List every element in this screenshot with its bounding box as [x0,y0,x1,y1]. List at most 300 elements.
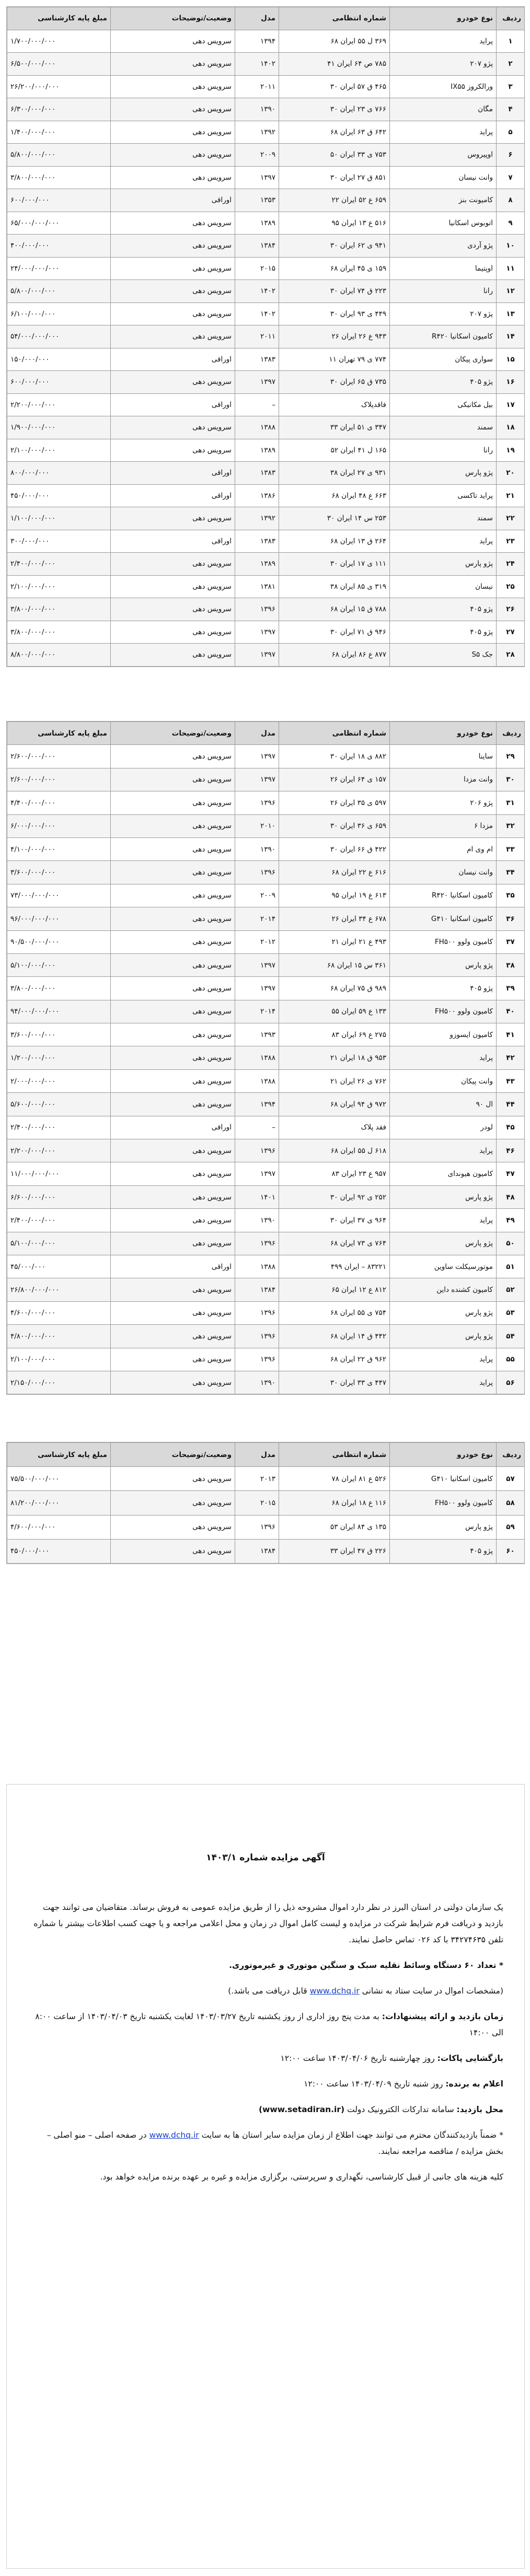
plate-number: ۹۸۹ ق ۷۵ ایران ۶۸ [279,977,390,1000]
header-idx: ردیف [497,7,525,30]
vehicle-type: کامیون کشنده داین [390,1278,497,1301]
vehicle-type: کامیون ولوو FH۵۰۰ [390,1491,497,1515]
model-year: – [235,1116,279,1139]
model-year: ۱۳۹۶ [235,1325,279,1348]
model-year: ۲۰۱۳ [235,1467,279,1491]
header-price: مبلغ پایه کارشناسی [7,7,111,30]
row-index: ۳ [497,75,525,98]
row-index: ۴۹ [497,1209,525,1232]
open-text: روز چهارشنبه تاریخ ۱۴۰۳/۰۴/۰۶ ساعت ۱۲:۰۰ [280,2054,435,2063]
model-year: ۲۰۱۵ [235,257,279,280]
base-price: ۴/۶۰۰/۰۰۰/۰۰۰ [7,1301,111,1324]
status-text: سرویس دهی [111,1139,235,1162]
status-text: سرویس دهی [111,1023,235,1046]
table-row [7,1093,525,1116]
table-row [7,837,525,860]
vehicle-type: وانت پیکان [390,1069,497,1092]
base-price: ۶/۰۰۰/۰۰۰/۰۰۰ [7,814,111,837]
base-price: ۸/۸۰۰/۰۰۰/۰۰۰ [7,644,111,667]
header-status: وضعیت/توضیحات [111,722,235,745]
model-year: ۲۰۱۱ [235,75,279,98]
base-price: ۱۵۰/۰۰۰/۰۰۰ [7,348,111,371]
row-index: ۳۳ [497,837,525,860]
base-price: ۵/۱۰۰/۰۰۰/۰۰۰ [7,953,111,976]
plate-number: ۹۶۴ ی ۳۷ ایران ۳۰ [279,1209,390,1232]
vehicle-type: پژو پارس [390,1232,497,1255]
vehicle-type: لودر [390,1116,497,1139]
table-row [7,1185,525,1208]
model-year: ۱۳۸۳ [235,348,279,371]
row-index: ۲۲ [497,507,525,530]
table-row [7,257,525,280]
plate-number: ۷۸۸ ق ۱۵ ایران ۶۸ [279,598,390,621]
plate-number: ۶۵۹ ی ۳۶ ایران ۳۰ [279,814,390,837]
dchq-link-2[interactable]: www.dchq.ir [149,2130,199,2140]
plate-number: ۹۵۳ ق ۱۸ ایران ۲۱ [279,1046,390,1069]
model-year: ۲۰۱۲ [235,930,279,953]
plate-number: ۷۸۵ ص ۶۴ ایران ۴۱ [279,53,390,76]
plate-number: ۱۵۹ ی ۴۵ ایران ۶۸ [279,257,390,280]
plate-number: ۳۴۷ ی ۵۱ ایران ۳۳ [279,416,390,439]
row-index: ۵۲ [497,1278,525,1301]
status-text: سرویس دهی [111,598,235,621]
notice-winner-line [28,2076,503,2092]
model-year: ۲۰۰۹ [235,884,279,907]
row-index: ۳۶ [497,907,525,930]
status-text: سرویس دهی [111,1278,235,1301]
table-row [7,1069,525,1092]
place-text: سامانه تدارکات الکترونیک دولت [347,2105,454,2114]
plate-number: ۹۵۷ ع ۲۳ ایران ۸۳ [279,1162,390,1185]
base-price: ۲۶/۲۰۰/۰۰۰/۰۰۰ [7,75,111,98]
model-year: ۱۳۹۷ [235,745,279,768]
vehicle-type: کامیون اسکانیا R۴۲۰ [390,884,497,907]
base-price: ۳/۸۰۰/۰۰۰/۰۰۰ [7,598,111,621]
status-text: اوراقی [111,348,235,371]
plate-number: ۶۱۳ ع ۱۹ ایران ۹۵ [279,884,390,907]
table-row [7,575,525,598]
row-index: ۱۶ [497,371,525,394]
model-year: ۱۳۸۳ [235,530,279,553]
table-row [7,530,525,553]
vehicle-type: پراید [390,530,497,553]
base-price: ۴/۴۰۰/۰۰۰/۰۰۰ [7,791,111,814]
status-text: سرویس دهی [111,768,235,791]
plate-number: ۴۶۵ ق ۵۷ ایران ۳۰ [279,75,390,98]
row-index: ۱۵ [497,348,525,371]
plate-number: ۶۱۸ ل ۵۵ ایران ۶۸ [279,1139,390,1162]
status-text: سرویس دهی [111,325,235,348]
model-year: ۲۰۱۴ [235,907,279,930]
model-year: ۱۴۰۲ [235,302,279,325]
base-price: ۲۶/۸۰۰/۰۰۰/۰۰۰ [7,1278,111,1301]
plate-number: ۷۶۴ ی ۷۳ ایران ۶۸ [279,1232,390,1255]
model-year: ۱۴۰۱ [235,1185,279,1208]
model-year: ۱۳۸۹ [235,212,279,235]
base-price: ۱/۴۰۰/۰۰۰/۰۰۰ [7,121,111,144]
vehicle-type: سواری پیکان [390,348,497,371]
model-year: ۱۳۸۶ [235,484,279,507]
row-index: ۴۶ [497,1139,525,1162]
model-year: ۱۳۹۰ [235,837,279,860]
row-index: ۳۲ [497,814,525,837]
status-text: سرویس دهی [111,416,235,439]
dchq-link[interactable]: www.dchq.ir [309,1986,360,1996]
model-year: ۱۳۹۴ [235,30,279,53]
plate-number: ۹۴۱ ی ۶۲ ایران ۳۰ [279,235,390,258]
table-row [7,621,525,644]
vehicle-type: پژو پارس [390,1325,497,1348]
open-label: بازگشایی پاکات: [437,2054,503,2063]
plate-number: ۳۱۹ ی ۸۵ ایران ۳۸ [279,575,390,598]
status-text: سرویس دهی [111,930,235,953]
plate-number: ۹۷۲ ق ۹۴ ایران ۶۸ [279,1093,390,1116]
vehicle-type: کامیون ایسوزو [390,1023,497,1046]
base-price: ۳۰۰/۰۰۰/۰۰۰ [7,530,111,553]
model-year: ۱۳۹۶ [235,791,279,814]
vehicle-type: سمند [390,416,497,439]
header-price: مبلغ پایه کارشناسی [7,722,111,745]
vehicle-type: کامیون اسکانیا R۴۲۰ [390,325,497,348]
notice-count-line [28,1957,503,1974]
base-price: ۲۴/۰۰۰/۰۰۰/۰۰۰ [7,257,111,280]
model-year: ۱۳۸۹ [235,439,279,462]
status-text: سرویس دهی [111,53,235,76]
table-row [7,1491,525,1515]
table-row [7,1023,525,1046]
vehicle-type: پژو پارس [390,1515,497,1539]
row-index: ۴۱ [497,1023,525,1046]
base-price: ۹۰/۵۰۰/۰۰۰/۰۰۰ [7,930,111,953]
vehicle-type: رانا [390,280,497,303]
status-text: سرویس دهی [111,30,235,53]
status-text: سرویس دهی [111,1301,235,1324]
plate-number: ۲۷۵ ع ۶۹ ایران ۸۳ [279,1023,390,1046]
model-year: ۱۳۹۷ [235,768,279,791]
plate-number: ۱۱۱ ی ۱۷ ایران ۳۰ [279,553,390,576]
plate-number: ۲۲۶ ق ۴۷ ایران ۳۳ [279,1539,390,1563]
base-price: ۲/۲۰۰/۰۰۰/۰۰۰ [7,1139,111,1162]
row-index: ۵۹ [497,1515,525,1539]
notice-intro: یک سازمان دولتی در استان البرز در نظر دارد اموال مشروحه ذیل را از طریق مزایده عمومی به فروش برساند. متقاضیان می توانند جهت بازدید و دریافت فرم شرایط شرکت در مزایده و لیست کامل اموال در زمان و محل اعلامی مراجعه و یا جهت کسب اطلاعات بیشتر با شماره تلفن ۳۴۲۷۴۶۳۵ با کد ۰۲۶ تماس حاصل نمایند. [33,1903,503,1944]
base-price: ۵/۱۰۰/۰۰۰/۰۰۰ [7,1232,111,1255]
row-index: ۱۰ [497,235,525,258]
vehicle-type: پژو پارس [390,953,497,976]
plate-number: ۸۵۱ ق ۲۷ ایران ۳۰ [279,166,390,189]
status-text: سرویس دهی [111,439,235,462]
plate-number: ۳۶۹ ل ۵۵ ایران ۶۸ [279,30,390,53]
table-row [7,553,525,576]
plate-number: ۷۶۶ ی ۲۳ ایران ۳۰ [279,98,390,121]
header-model: مدل [235,1443,279,1467]
table-header-row [7,1443,525,1467]
plate-number: ۹۳۱ ی ۲۷ ایران ۳۸ [279,462,390,485]
table-row [7,393,525,416]
winner-label: اعلام به برنده: [445,2079,503,2089]
row-index: ۴۲ [497,1046,525,1069]
row-index: ۵۸ [497,1491,525,1515]
table-row [7,1467,525,1491]
status-text: سرویس دهی [111,1000,235,1023]
row-index: ۶۰ [497,1539,525,1563]
status-text: سرویس دهی [111,861,235,884]
header-type: نوع خودرو [390,1443,497,1467]
row-index: ۵۵ [497,1348,525,1371]
row-index: ۴۵ [497,1116,525,1139]
base-price: ۸۰۰/۰۰۰/۰۰۰ [7,462,111,485]
model-year: ۱۳۸۹ [235,553,279,576]
row-index: ۵۳ [497,1301,525,1324]
header-status: وضعیت/توضیحات [111,1443,235,1467]
status-text: سرویس دهی [111,280,235,303]
base-price: ۲/۶۰۰/۰۰۰/۰۰۰ [7,768,111,791]
status-text: سرویس دهی [111,745,235,768]
model-year: ۲۰۰۹ [235,144,279,167]
plate-number: ۸۳۲۲۱ – ایران ۴۹۹ [279,1255,390,1278]
table-row [7,768,525,791]
model-year: ۱۳۸۸ [235,1046,279,1069]
base-price: ۵/۸۰۰/۰۰۰/۰۰۰ [7,144,111,167]
notice-body [28,1899,503,2195]
base-price: ۱/۱۰۰/۰۰۰/۰۰۰ [7,507,111,530]
row-index: ۳۱ [497,791,525,814]
base-price: ۴/۶۰۰/۰۰۰/۰۰۰ [7,1515,111,1539]
row-index: ۳۸ [497,953,525,976]
model-year: ۱۳۹۳ [235,1023,279,1046]
status-text: سرویس دهی [111,257,235,280]
model-year: ۱۳۹۲ [235,507,279,530]
model-year: ۱۳۹۷ [235,977,279,1000]
vehicle-table-2 [6,721,525,1395]
vehicle-type: بیل مکانیکی [390,393,497,416]
vehicle-type: پژو ۴۰۵ [390,977,497,1000]
row-index: ۱۷ [497,393,525,416]
model-year: ۱۳۵۳ [235,189,279,212]
vehicle-type: کامیون اسکانیا G۴۱۰ [390,1467,497,1491]
model-year: ۱۳۹۰ [235,98,279,121]
header-model: مدل [235,722,279,745]
status-text: سرویس دهی [111,121,235,144]
plate-number: ۴۴۹ ی ۹۳ ایران ۳۰ [279,302,390,325]
row-index: ۲۰ [497,462,525,485]
base-price: ۱۱/۰۰۰/۰۰۰/۰۰۰ [7,1162,111,1185]
table-row [7,977,525,1000]
table-row [7,166,525,189]
plate-number: ۲۲۳ ق ۷۴ ایران ۳۰ [279,280,390,303]
vehicle-table-3 [6,1442,525,1564]
note1-a: * ضمناً بازدیدکنندگان محترم می توانند جهت اطلاع از زمان مزایده سایر استان ها به سایت [201,2130,503,2140]
model-year: ۱۳۹۶ [235,598,279,621]
vehicle-type: مزدا ۶ [390,814,497,837]
base-price: ۶/۵۰۰/۰۰۰/۰۰۰ [7,53,111,76]
spec-prefix: (مشخصات اموال در سایت ستاد به نشانی [362,1986,503,1996]
status-text: سرویس دهی [111,371,235,394]
row-index: ۹ [497,212,525,235]
model-year: ۱۳۹۷ [235,644,279,667]
model-year: ۱۳۹۷ [235,371,279,394]
model-year: ۱۳۹۰ [235,1209,279,1232]
base-price: ۲/۱۵۰/۰۰۰/۰۰۰ [7,1371,111,1394]
plate-number: ۱۱۶ ع ۱۸ ایران ۶۸ [279,1491,390,1515]
table-row [7,1046,525,1069]
plate-number: ۶۴۲ ق ۶۳ ایران ۶۸ [279,121,390,144]
base-price: ۴۵۰/۰۰۰/۰۰۰ [7,1539,111,1563]
vehicle-type: وانت نیسان [390,861,497,884]
header-plate: شماره انتظامی [279,7,390,30]
vehicle-type: اوپتیما [390,257,497,280]
table-row [7,598,525,621]
model-year: ۱۳۸۸ [235,1255,279,1278]
row-index: ۵۶ [497,1371,525,1394]
model-year: ۱۳۹۲ [235,121,279,144]
row-index: ۲۸ [497,644,525,667]
row-index: ۱۹ [497,439,525,462]
visit-label: زمان بازدید و ارائه پیشنهادات: [382,2012,503,2021]
row-index: ۲۶ [497,598,525,621]
base-price: ۱/۲۰۰/۰۰۰/۰۰۰ [7,1046,111,1069]
status-text: سرویس دهی [111,1371,235,1394]
notice-title: آگهی مزایده شماره ۱۴۰۳/۱ [206,1852,325,1863]
row-index: ۱۳ [497,302,525,325]
base-price: ۴۰۰/۰۰۰/۰۰۰ [7,235,111,258]
base-price: ۸۱/۲۰۰/۰۰۰/۰۰۰ [7,1491,111,1515]
vehicle-type: پژو ۴۰۵ [390,371,497,394]
table-row [7,1232,525,1255]
row-index: ۸ [497,189,525,212]
model-year: ۱۳۹۶ [235,1139,279,1162]
status-text: سرویس دهی [111,1209,235,1232]
row-index: ۷ [497,166,525,189]
vehicle-table-1 [6,6,525,667]
row-index: ۵۷ [497,1467,525,1491]
base-price: ۷۵/۵۰۰/۰۰۰/۰۰۰ [7,1467,111,1491]
status-text: سرویس دهی [111,302,235,325]
vehicle-type: پژو ۲۰۷ [390,302,497,325]
table-row [7,861,525,884]
setadiran-link[interactable]: (www.setadiran.ir) [259,2105,345,2114]
row-index: ۱۴ [497,325,525,348]
table-row [7,1139,525,1162]
table-row [7,212,525,235]
plate-number: فقد پلاک [279,1116,390,1139]
model-year: ۱۳۹۶ [235,1301,279,1324]
plate-number: ۱۳۳ ع ۵۹ ایران ۵۵ [279,1000,390,1023]
status-text: سرویس دهی [111,1491,235,1515]
base-price: ۶/۳۰۰/۰۰۰/۰۰۰ [7,98,111,121]
table-row [7,745,525,768]
status-text: سرویس دهی [111,1467,235,1491]
vehicle-type: پژو پارس [390,553,497,576]
status-text: سرویس دهی [111,791,235,814]
row-index: ۳۰ [497,768,525,791]
table-row [7,1000,525,1023]
plate-number: ۹۴۶ ق ۷۱ ایران ۳۰ [279,621,390,644]
plate-number: ۸۸۲ ی ۱۸ ایران ۳۰ [279,745,390,768]
base-price: ۴۵/۰۰۰/۰۰۰ [7,1255,111,1278]
table-row [7,791,525,814]
model-year: ۱۳۹۰ [235,1371,279,1394]
base-price: ۱/۹۰۰/۰۰۰/۰۰۰ [7,416,111,439]
row-index: ۴۴ [497,1093,525,1116]
base-price: ۶/۱۰۰/۰۰۰/۰۰۰ [7,302,111,325]
vehicle-type: پراید تاکسی [390,484,497,507]
plate-number: ۴۲۲ ق ۶۶ ایران ۳۰ [279,837,390,860]
table-row [7,1371,525,1394]
table-row [7,1348,525,1371]
vehicle-type: اتوبوس اسکانیا [390,212,497,235]
base-price: ۳/۸۰۰/۰۰۰/۰۰۰ [7,621,111,644]
table-row [7,280,525,303]
row-index: ۵۴ [497,1325,525,1348]
model-year: – [235,393,279,416]
base-price: ۳/۸۰۰/۰۰۰/۰۰۰ [7,166,111,189]
row-index: ۵۱ [497,1255,525,1278]
table-row [7,439,525,462]
status-text: سرویس دهی [111,621,235,644]
table-header-row [7,722,525,745]
table-row [7,1539,525,1563]
row-index: ۲۹ [497,745,525,768]
plate-number: ۵۲۶ ع ۸۱ ایران ۷۸ [279,1467,390,1491]
model-year: ۱۳۹۷ [235,953,279,976]
vehicle-type: پراید [390,1046,497,1069]
row-index: ۲۱ [497,484,525,507]
row-index: ۳۵ [497,884,525,907]
status-text: سرویس دهی [111,1046,235,1069]
status-text: اوراقی [111,1255,235,1278]
plate-number: ۷۷۴ ی ۷۹ تهران ۱۱ [279,348,390,371]
base-price: ۲/۲۰۰/۰۰۰/۰۰۰ [7,393,111,416]
base-price: ۲/۴۰۰/۰۰۰/۰۰۰ [7,553,111,576]
base-price: ۴۵۰/۰۰۰/۰۰۰ [7,484,111,507]
model-year: ۱۳۹۷ [235,621,279,644]
header-idx: ردیف [497,722,525,745]
header-plate: شماره انتظامی [279,1443,390,1467]
base-price: ۳/۸۰۰/۰۰۰/۰۰۰ [7,977,111,1000]
table-row [7,930,525,953]
vehicle-type: پراید [390,1348,497,1371]
plate-number: ۸۷۷ ع ۸۶ ایران ۶۸ [279,644,390,667]
status-text: اوراقی [111,530,235,553]
row-index: ۱۲ [497,280,525,303]
visit-text: به مدت پنج روز اداری از روز یکشنبه تاریخ ۱۴۰۳/۰۳/۲۷ لغایت یکشنبه تاریخ ۱۴۰۳/۰۴/۰۳ از ساعت ۸:۰۰ الی ۱۴:۰۰ [35,2012,503,2037]
base-price: ۲/۰۰۰/۰۰۰/۰۰۰ [7,1069,111,1092]
plate-number: ۶۱۶ ع ۲۲ ایران ۶۸ [279,861,390,884]
model-year: ۲۰۱۵ [235,1491,279,1515]
plate-number: ۷۳۵ ق ۶۵ ایران ۳۰ [279,371,390,394]
model-year: ۱۴۰۲ [235,280,279,303]
vehicle-type: موتورسیکلت ساوین [390,1255,497,1278]
base-price: ۱/۷۰۰/۰۰۰/۰۰۰ [7,30,111,53]
row-index: ۳۷ [497,930,525,953]
status-text: اوراقی [111,393,235,416]
vehicle-type: پژو پارس [390,1301,497,1324]
row-index: ۱۱ [497,257,525,280]
vehicle-type: پراید [390,121,497,144]
status-text: سرویس دهی [111,98,235,121]
vehicle-type: سمند [390,507,497,530]
vehicle-type: پراید [390,1209,497,1232]
table-row [7,144,525,167]
table-row [7,302,525,325]
plate-number: فاقدپلاک [279,393,390,416]
vehicle-type: نیسان [390,575,497,598]
table-row [7,121,525,144]
table-row [7,953,525,976]
status-text: سرویس دهی [111,553,235,576]
spec-suffix: قابل دریافت می باشد.) [228,1986,307,1996]
vehicle-type: پژو ۴۰۵ [390,598,497,621]
